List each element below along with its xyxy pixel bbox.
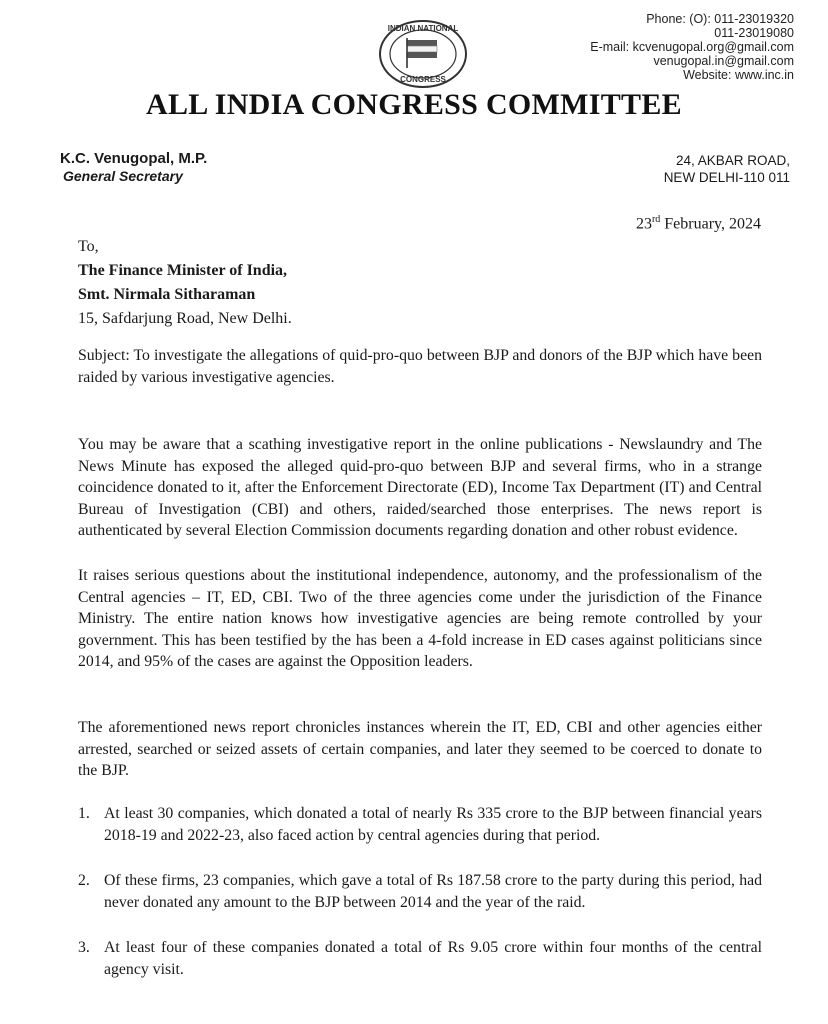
address-line-2: NEW DELHI-110 011 [663,170,790,185]
body-paragraph-3: The aforementioned news report chronicles instances wherein the IT, ED, CBI and other agencies either arrested, searched or seized assets of certain companies, and later they seemed to be coerced to donate to the BJP. [78,719,762,780]
list-text: At least four of these companies donated a total of Rs 9.05 crore within four months of the central agency visit. [104,939,762,978]
salutation-to: To, [78,238,99,255]
website-line: Website: www.inc.in [683,68,794,82]
org-title: ALL INDIA CONGRESS COMMITTEE [145,88,682,121]
sender-role: General Secretary [63,168,183,184]
list-number: 2. [78,872,90,890]
date-suffix: rd [651,214,661,225]
recipient-block [78,235,292,331]
list-item [78,937,762,980]
contact-block [590,12,794,82]
logo-text-top: INDIAN NATIONAL [387,24,459,33]
body-paragraph-2: It raises serious questions about the institutional independence, autonomy, and the professionalism of the Central agencies – IT, ED, CBI. Two of the three agencies come under the jurisdiction of the Finance Ministry. The entire nation knows how investigative agencies are being remote controlled by your government. This has been testified by the has been a 4-fold increase in ED cases against politicians since 2014, and 95% of the cases are against the Opposition leaders. [78,567,762,671]
body-paragraph-1: You may be aware that a scathing investigative report in the online publications - Newslaundry and The News Minute has exposed the alleged quid-pro-quo between BJP and several firms, who in a strange coincidence donated to it, after the Enforcement Directorate (ED), Income Tax Department (IT) and Central Bureau of Investigation (CBI) and others, raided/searched those enterprises. The news report is authenticated by several Election Commission documents regarding donation and other robust evidence. [78,436,762,540]
list-text: At least 30 companies, which donated a total of nearly Rs 335 crore to the BJP between financial years 2018-19 and 2022-23, also faced action by central agencies during that period. [104,805,762,844]
list-number: 3. [78,939,90,957]
address-line-1: 24, AKBAR ROAD, [675,153,790,168]
phone-line-2: 011-23019080 [714,26,794,40]
letter-date [636,214,761,233]
sender-block [60,150,207,185]
logo-text-bottom: CONGRESS [400,75,446,84]
list-item [78,870,762,913]
phone-line-1: Phone: (O): 011-23019320 [646,12,794,26]
list-number: 1. [78,805,90,822]
recipient-name: Smt. Nirmala Sitharaman [78,286,256,303]
date-rest: February, 2024 [660,215,761,233]
congress-logo [377,18,469,90]
date-day: 23 [635,215,652,233]
sender-name: K.C. Venugopal, M.P. [60,150,208,167]
recipient-title: The Finance Minister of India, [78,262,288,279]
findings-list [78,803,762,1005]
recipient-address: 15, Safdarjung Road, New Delhi. [78,310,292,327]
email-line-1: E-mail: kcvenugopal.org@gmail.com [590,40,794,54]
subject-line: Subject: To investigate the allegations of quid-pro-quo between BJP and donors of the BJP which have been raided by various investigative agencies. [78,347,762,386]
email-line-2: venugopal.in@gmail.com [653,54,794,68]
office-address [664,152,790,186]
list-text: Of these firms, 23 companies, which gave a total of Rs 187.58 crore to the party during this period, had never donated any amount to the BJP between 2014 and the year of the raid. [104,872,762,911]
list-item [78,803,762,846]
